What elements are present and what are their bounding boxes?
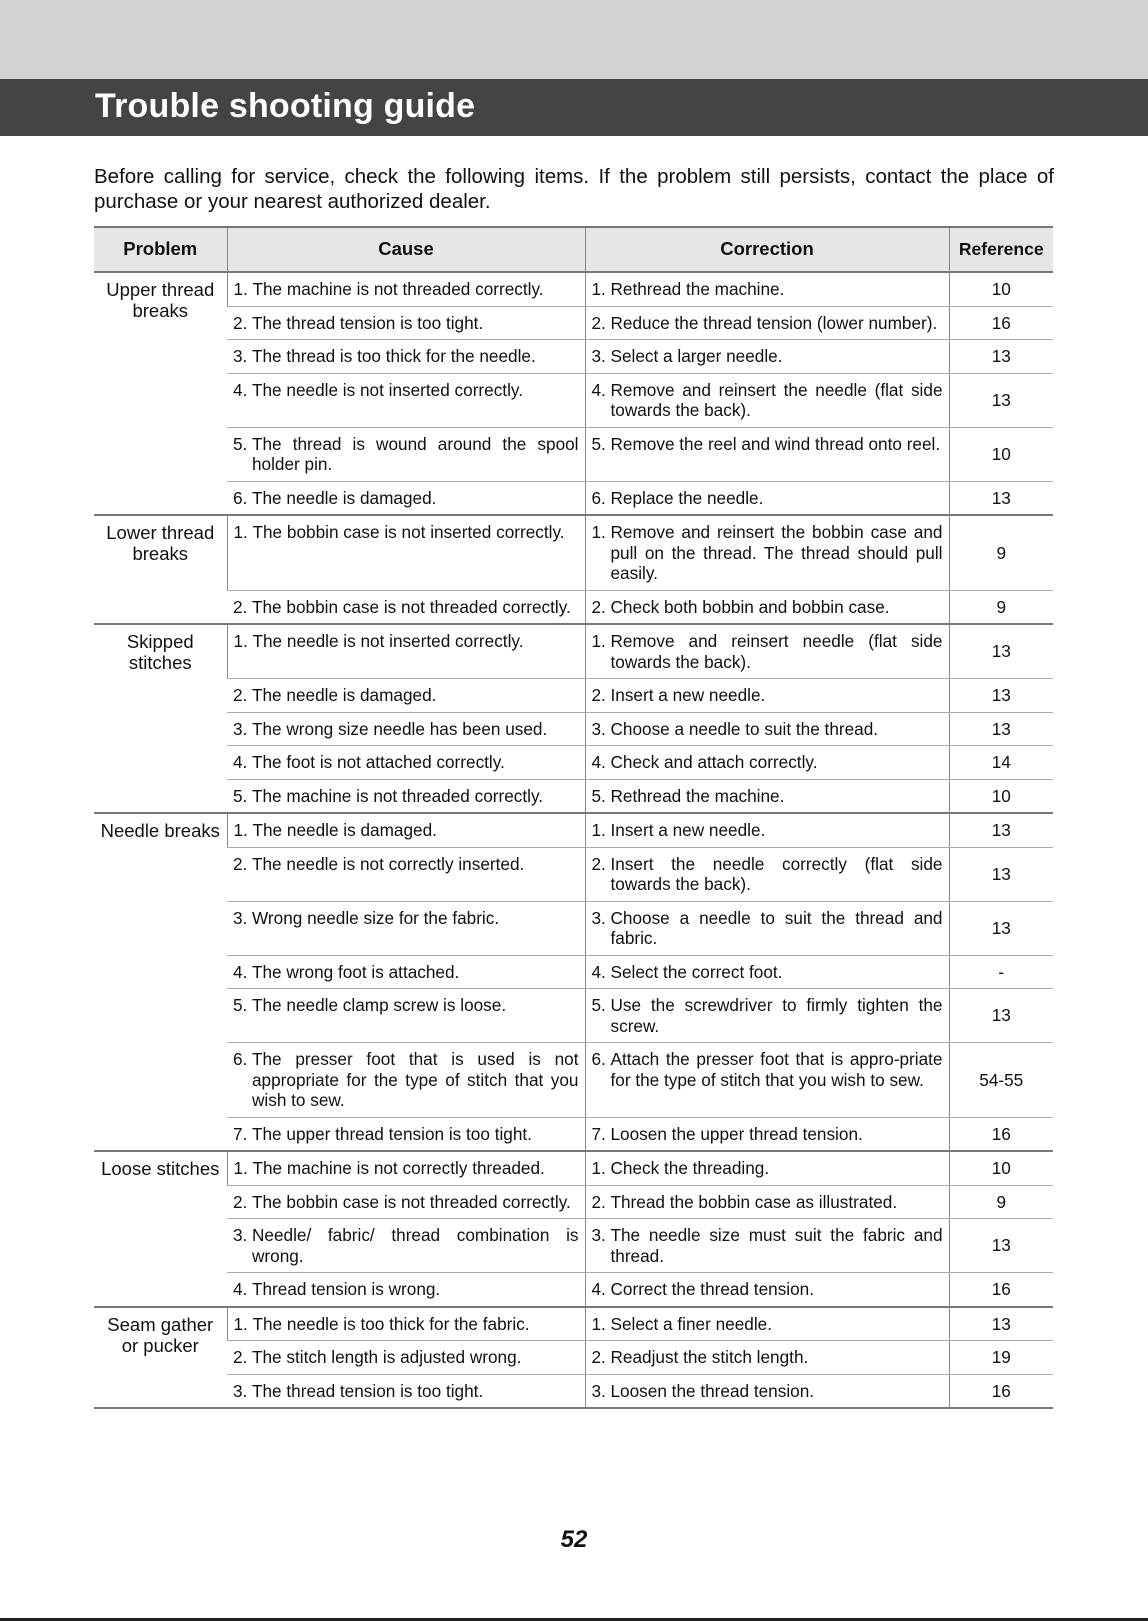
item-number: 3. (591, 346, 606, 366)
cause-item (233, 1381, 579, 1402)
correction-item (592, 1124, 943, 1145)
cause-cell (227, 955, 585, 989)
cause-item (234, 522, 579, 543)
correction-item-text: Choose a needle to suit the thread and fabric. (610, 907, 943, 948)
correction-cell (585, 901, 949, 955)
correction-cell (585, 679, 949, 713)
cause-cell (227, 989, 585, 1043)
correction-item (592, 488, 943, 509)
correction-item (592, 1225, 943, 1266)
cause-item-text: The foot is not attached correctly. (252, 752, 505, 772)
correction-item-text: Check both bobbin and bobbin case. (610, 596, 890, 617)
header-reference: Reference (949, 227, 1053, 272)
item-number: 1. (591, 631, 606, 651)
item-number: 1. (233, 279, 248, 299)
cause-item-text: The needle is not correctly inserted. (252, 853, 525, 874)
page-number: 52 (560, 1526, 588, 1553)
correction-cell (585, 1185, 949, 1219)
item-number: 3. (591, 718, 606, 739)
cause-cell (227, 481, 585, 515)
table-row (94, 989, 1053, 1043)
correction-cell (585, 1341, 949, 1375)
cause-item-text: The thread tension is too tight. (252, 312, 484, 333)
correction-cell (585, 813, 949, 847)
reference-cell: 10 (949, 779, 1053, 813)
correction-item-text: Replace the needle. (610, 487, 764, 508)
cause-cell (227, 1151, 585, 1185)
item-number: 1. (233, 522, 248, 542)
correction-item (592, 380, 943, 421)
table-row (94, 1341, 1053, 1375)
item-number: 3. (233, 907, 248, 928)
item-number: 2. (591, 853, 606, 874)
cause-cell (227, 679, 585, 713)
problem-cell: Skipped stitches (94, 624, 227, 813)
correction-item-text: Insert a new needle. (610, 685, 766, 705)
item-number: 1. (591, 1313, 606, 1334)
item-number: 6. (591, 1049, 606, 1069)
item-number: 2. (233, 685, 248, 705)
item-number: 5. (233, 433, 248, 454)
correction-cell (585, 847, 949, 901)
cause-item (233, 313, 579, 334)
reference-cell: 13 (949, 340, 1053, 374)
cause-item (233, 962, 579, 983)
item-number: 4. (591, 1279, 606, 1299)
item-number: 1. (233, 631, 248, 651)
correction-item (592, 1279, 943, 1300)
cause-cell (227, 373, 585, 427)
cause-item-text: Thread tension is wrong. (252, 1279, 441, 1299)
correction-cell (585, 779, 949, 813)
table-row (94, 427, 1053, 481)
cause-cell (227, 901, 585, 955)
correction-cell (585, 1273, 949, 1307)
cause-item-text: The bobbin case is not inserted correctly. (252, 522, 565, 542)
reference-cell: 16 (949, 1273, 1053, 1307)
correction-item-text: Check and attach correctly. (610, 752, 818, 772)
correction-item (592, 1314, 943, 1335)
problem-cell: Lower thread breaks (94, 515, 227, 624)
item-number: 1. (591, 820, 606, 840)
cause-item (233, 597, 579, 618)
cause-cell (227, 847, 585, 901)
reference-cell: 16 (949, 306, 1053, 340)
item-number: 2. (233, 1347, 248, 1367)
reference-cell: 13 (949, 1307, 1053, 1341)
correction-item-text: Remove and reinsert the bobbin case and pull on the thread. The thread should pull easily. (610, 522, 943, 583)
correction-cell (585, 306, 949, 340)
cause-cell (227, 813, 585, 847)
item-number: 7. (233, 1123, 248, 1144)
cause-item-text: The machine is not correctly threaded. (252, 1158, 545, 1178)
correction-cell (585, 1117, 949, 1151)
reference-cell: 13 (949, 481, 1053, 515)
correction-item-text: Attach the presser foot that is appro-priate for the type of stitch that you wish to sew. (610, 1049, 943, 1090)
header-cause: Cause (227, 227, 585, 272)
table-row (94, 813, 1053, 847)
top-band (0, 0, 1148, 79)
item-number: 3. (233, 346, 248, 366)
correction-item (592, 1381, 943, 1402)
reference-cell: 13 (949, 679, 1053, 713)
cause-item-text: The bobbin case is not threaded correctly. (252, 596, 571, 617)
cause-item (234, 820, 579, 841)
cause-cell (227, 340, 585, 374)
cause-cell (227, 1117, 585, 1151)
cause-item-text: The wrong foot is attached. (252, 961, 460, 982)
correction-item-text: Remove the reel and wind thread onto reel. (610, 433, 941, 454)
cause-cell (227, 1307, 585, 1341)
table-row (94, 712, 1053, 746)
item-number: 2. (591, 1191, 606, 1212)
correction-item-text: Rethread the machine. (610, 279, 785, 299)
cause-item-text: The needle is damaged. (252, 685, 437, 705)
correction-item-text: Loosen the upper thread tension. (610, 1123, 863, 1144)
cause-item (233, 488, 579, 509)
correction-cell (585, 1374, 949, 1408)
correction-item-text: Correct the thread tension. (610, 1279, 814, 1299)
cause-item-text: The bobbin case is not threaded correctly. (252, 1191, 571, 1212)
item-number: 2. (591, 685, 606, 705)
correction-item-text: Check the threading. (610, 1158, 770, 1178)
correction-cell (585, 1307, 949, 1341)
reference-cell: 10 (949, 272, 1053, 306)
cause-cell (227, 306, 585, 340)
item-number: 5. (591, 995, 606, 1015)
cause-item-text: The needle is damaged. (252, 487, 437, 508)
cause-item-text: The stitch length is adjusted wrong. (252, 1347, 522, 1367)
cause-item (233, 995, 579, 1016)
table-row (94, 1219, 1053, 1273)
correction-cell (585, 989, 949, 1043)
header-problem: Problem (94, 227, 227, 272)
problem-cell: Seam gather or pucker (94, 1307, 227, 1409)
problem-cell: Loose stitches (94, 1151, 227, 1307)
cause-item (233, 1049, 579, 1111)
correction-cell (585, 481, 949, 515)
cause-item (234, 1158, 579, 1179)
correction-cell (585, 712, 949, 746)
item-number: 2. (233, 853, 248, 874)
cause-cell (227, 272, 585, 306)
cause-item-text: The needle is not inserted correctly. (252, 631, 524, 651)
troubleshooting-table (94, 226, 1053, 1409)
reference-cell: 13 (949, 989, 1053, 1043)
correction-item (592, 995, 943, 1036)
correction-item (592, 597, 943, 618)
table-row (94, 1117, 1053, 1151)
correction-item (592, 346, 943, 367)
correction-item-text: Insert the needle correctly (flat side towards the back). (610, 853, 943, 894)
correction-item-text: Thread the bobbin case as illustrated. (610, 1191, 898, 1212)
item-number: 1. (591, 1158, 606, 1178)
reference-cell: 14 (949, 746, 1053, 780)
cause-item-text: The presser foot that is used is not appropriate for the type of stitch that you wish to sew. (252, 1049, 579, 1110)
item-number: 4. (233, 1279, 248, 1299)
table-row (94, 847, 1053, 901)
correction-item (592, 962, 943, 983)
cause-item-text: The needle clamp screw is loose. (252, 995, 507, 1015)
cause-item (234, 631, 579, 652)
table-row (94, 955, 1053, 989)
reference-cell: 13 (949, 373, 1053, 427)
cause-item-text: The needle is not inserted correctly. (252, 379, 523, 400)
cause-cell (227, 515, 585, 590)
reference-cell: 16 (949, 1374, 1053, 1408)
cause-item (233, 434, 579, 475)
item-number: 7. (591, 1123, 606, 1144)
item-number: 1. (591, 279, 606, 299)
reference-cell: 13 (949, 624, 1053, 679)
correction-item (592, 434, 943, 455)
table-row (94, 590, 1053, 624)
cause-item (233, 346, 579, 367)
correction-cell (585, 515, 949, 590)
cause-item-text: Wrong needle size for the fabric. (252, 907, 500, 928)
correction-cell (585, 272, 949, 306)
item-number: 1. (591, 522, 606, 542)
cause-item-text: The thread is too thick for the needle. (252, 346, 536, 366)
title-bar (0, 79, 1148, 136)
cause-item (233, 1225, 579, 1266)
item-number: 6. (233, 1049, 248, 1069)
reference-cell: 13 (949, 813, 1053, 847)
reference-cell: 9 (949, 515, 1053, 590)
cause-cell (227, 1341, 585, 1375)
reference-cell: 10 (949, 427, 1053, 481)
correction-item-text: Insert a new needle. (610, 820, 766, 840)
table-row (94, 373, 1053, 427)
cause-cell (227, 712, 585, 746)
item-number: 1. (233, 820, 248, 840)
cause-item-text: The thread is wound around the spool holder pin. (252, 433, 579, 474)
item-number: 5. (591, 785, 606, 806)
reference-cell: 10 (949, 1151, 1053, 1185)
table-row (94, 515, 1053, 590)
item-number: 5. (233, 785, 248, 806)
reference-cell: 13 (949, 901, 1053, 955)
table-row (94, 746, 1053, 780)
cause-item (233, 1192, 579, 1213)
item-number: 2. (591, 1347, 606, 1367)
item-number: 6. (591, 487, 606, 508)
item-number: 3. (591, 907, 606, 928)
page-title: Trouble shooting guide (95, 87, 476, 125)
correction-item (592, 1347, 943, 1368)
correction-cell (585, 955, 949, 989)
table-row (94, 340, 1053, 374)
reference-cell: 9 (949, 590, 1053, 624)
reference-cell: 16 (949, 1117, 1053, 1151)
cause-item (233, 1279, 579, 1300)
intro-text: Before calling for service, check the following items. If the problem still persists, contact the place of purchase or your nearest authorized dealer. (94, 165, 1054, 213)
cause-cell (227, 624, 585, 679)
item-number: 1. (233, 1158, 248, 1178)
correction-item (592, 522, 943, 584)
problem-cell: Needle breaks (94, 813, 227, 1151)
reference-cell: 13 (949, 1219, 1053, 1273)
cause-item (233, 380, 579, 401)
table-body (94, 272, 1053, 1408)
cause-item-text: The wrong size needle has been used. (252, 718, 548, 739)
table-row (94, 306, 1053, 340)
item-number: 2. (591, 596, 606, 617)
correction-cell (585, 590, 949, 624)
cause-cell (227, 1219, 585, 1273)
item-number: 2. (233, 1191, 248, 1212)
correction-item (592, 1049, 943, 1090)
reference-cell: 54-55 (949, 1043, 1053, 1118)
cause-cell (227, 1185, 585, 1219)
table-header-row (94, 227, 1053, 272)
item-number: 3. (591, 1380, 606, 1401)
cause-item-text: The machine is not threaded correctly. (252, 279, 544, 299)
correction-item (592, 719, 943, 740)
cause-item (233, 854, 579, 875)
cause-item-text: The thread tension is too tight. (252, 1380, 484, 1401)
correction-item (592, 631, 943, 672)
correction-cell (585, 746, 949, 780)
correction-item-text: Select a finer needle. (610, 1313, 772, 1334)
cause-item (233, 786, 579, 807)
cause-cell (227, 1273, 585, 1307)
correction-item (592, 820, 943, 841)
cause-cell (227, 1374, 585, 1408)
correction-cell (585, 1219, 949, 1273)
cause-item (234, 1314, 579, 1335)
correction-item-text: Remove and reinsert the needle (flat side towards the back). (610, 379, 943, 420)
reference-cell: - (949, 955, 1053, 989)
cause-item (234, 279, 579, 300)
correction-cell (585, 427, 949, 481)
correction-item-text: Readjust the stitch length. (610, 1347, 809, 1367)
table-row (94, 1043, 1053, 1118)
correction-item (592, 313, 943, 334)
correction-item (592, 279, 943, 300)
correction-item-text: The needle size must suit the fabric and thread. (610, 1225, 943, 1266)
reference-cell: 9 (949, 1185, 1053, 1219)
correction-item-text: Rethread the machine. (610, 785, 785, 806)
cause-item (233, 1347, 579, 1368)
correction-cell (585, 624, 949, 679)
item-number: 2. (233, 312, 248, 333)
table-row (94, 679, 1053, 713)
table-row (94, 1151, 1053, 1185)
table-row (94, 1273, 1053, 1307)
item-number: 4. (233, 752, 248, 772)
cause-item-text: The upper thread tension is too tight. (252, 1123, 532, 1144)
correction-cell (585, 340, 949, 374)
cause-item-text: Needle/ fabric/ thread combination is wrong. (252, 1225, 579, 1266)
correction-item-text: Select the correct foot. (610, 961, 783, 982)
item-number: 2. (591, 312, 606, 333)
reference-cell: 13 (949, 847, 1053, 901)
table-row (94, 624, 1053, 679)
correction-cell (585, 1043, 949, 1118)
correction-item-text: Loosen the thread tension. (610, 1380, 815, 1401)
cause-item-text: The machine is not threaded correctly. (252, 785, 544, 806)
item-number: 6. (233, 487, 248, 508)
reference-cell: 19 (949, 1341, 1053, 1375)
cause-cell (227, 427, 585, 481)
item-number: 4. (233, 379, 248, 400)
correction-item-text: Remove and reinsert needle (flat side towards the back). (610, 631, 943, 672)
table-row (94, 481, 1053, 515)
correction-item-text: Select a larger needle. (610, 346, 783, 366)
cause-item-text: The needle is too thick for the fabric. (252, 1313, 530, 1334)
table-row (94, 1185, 1053, 1219)
item-number: 5. (233, 995, 248, 1015)
correction-item (592, 1158, 943, 1179)
cause-item (233, 908, 579, 929)
item-number: 4. (591, 379, 606, 400)
cause-item (233, 752, 579, 773)
correction-item (592, 908, 943, 949)
problem-cell: Upper thread breaks (94, 272, 227, 515)
table-row (94, 1374, 1053, 1408)
cause-cell (227, 590, 585, 624)
cause-item (233, 685, 579, 706)
correction-item (592, 1192, 943, 1213)
header-correction: Correction (585, 227, 949, 272)
item-number: 4. (233, 961, 248, 982)
item-number: 5. (591, 433, 606, 454)
cause-cell (227, 746, 585, 780)
correction-item-text: Reduce the thread tension (lower number). (610, 312, 938, 333)
cause-item (233, 1124, 579, 1145)
item-number: 4. (591, 752, 606, 772)
reference-cell: 13 (949, 712, 1053, 746)
item-number: 3. (233, 718, 248, 739)
item-number: 3. (233, 1380, 248, 1401)
correction-cell (585, 373, 949, 427)
correction-item (592, 752, 943, 773)
table-row (94, 901, 1053, 955)
cause-item-text: The needle is damaged. (252, 820, 437, 840)
cause-item (233, 719, 579, 740)
table-row (94, 272, 1053, 306)
cause-cell (227, 1043, 585, 1118)
table-row (94, 779, 1053, 813)
item-number: 3. (591, 1225, 606, 1245)
correction-item (592, 854, 943, 895)
correction-item-text: Use the screwdriver to firmly tighten the screw. (610, 995, 943, 1036)
correction-cell (585, 1151, 949, 1185)
correction-item (592, 685, 943, 706)
correction-item-text: Choose a needle to suit the thread. (610, 718, 879, 739)
table-row (94, 1307, 1053, 1341)
correction-item (592, 786, 943, 807)
item-number: 1. (233, 1313, 248, 1334)
item-number: 3. (233, 1225, 248, 1245)
item-number: 2. (233, 596, 248, 617)
item-number: 4. (591, 961, 606, 982)
cause-cell (227, 779, 585, 813)
